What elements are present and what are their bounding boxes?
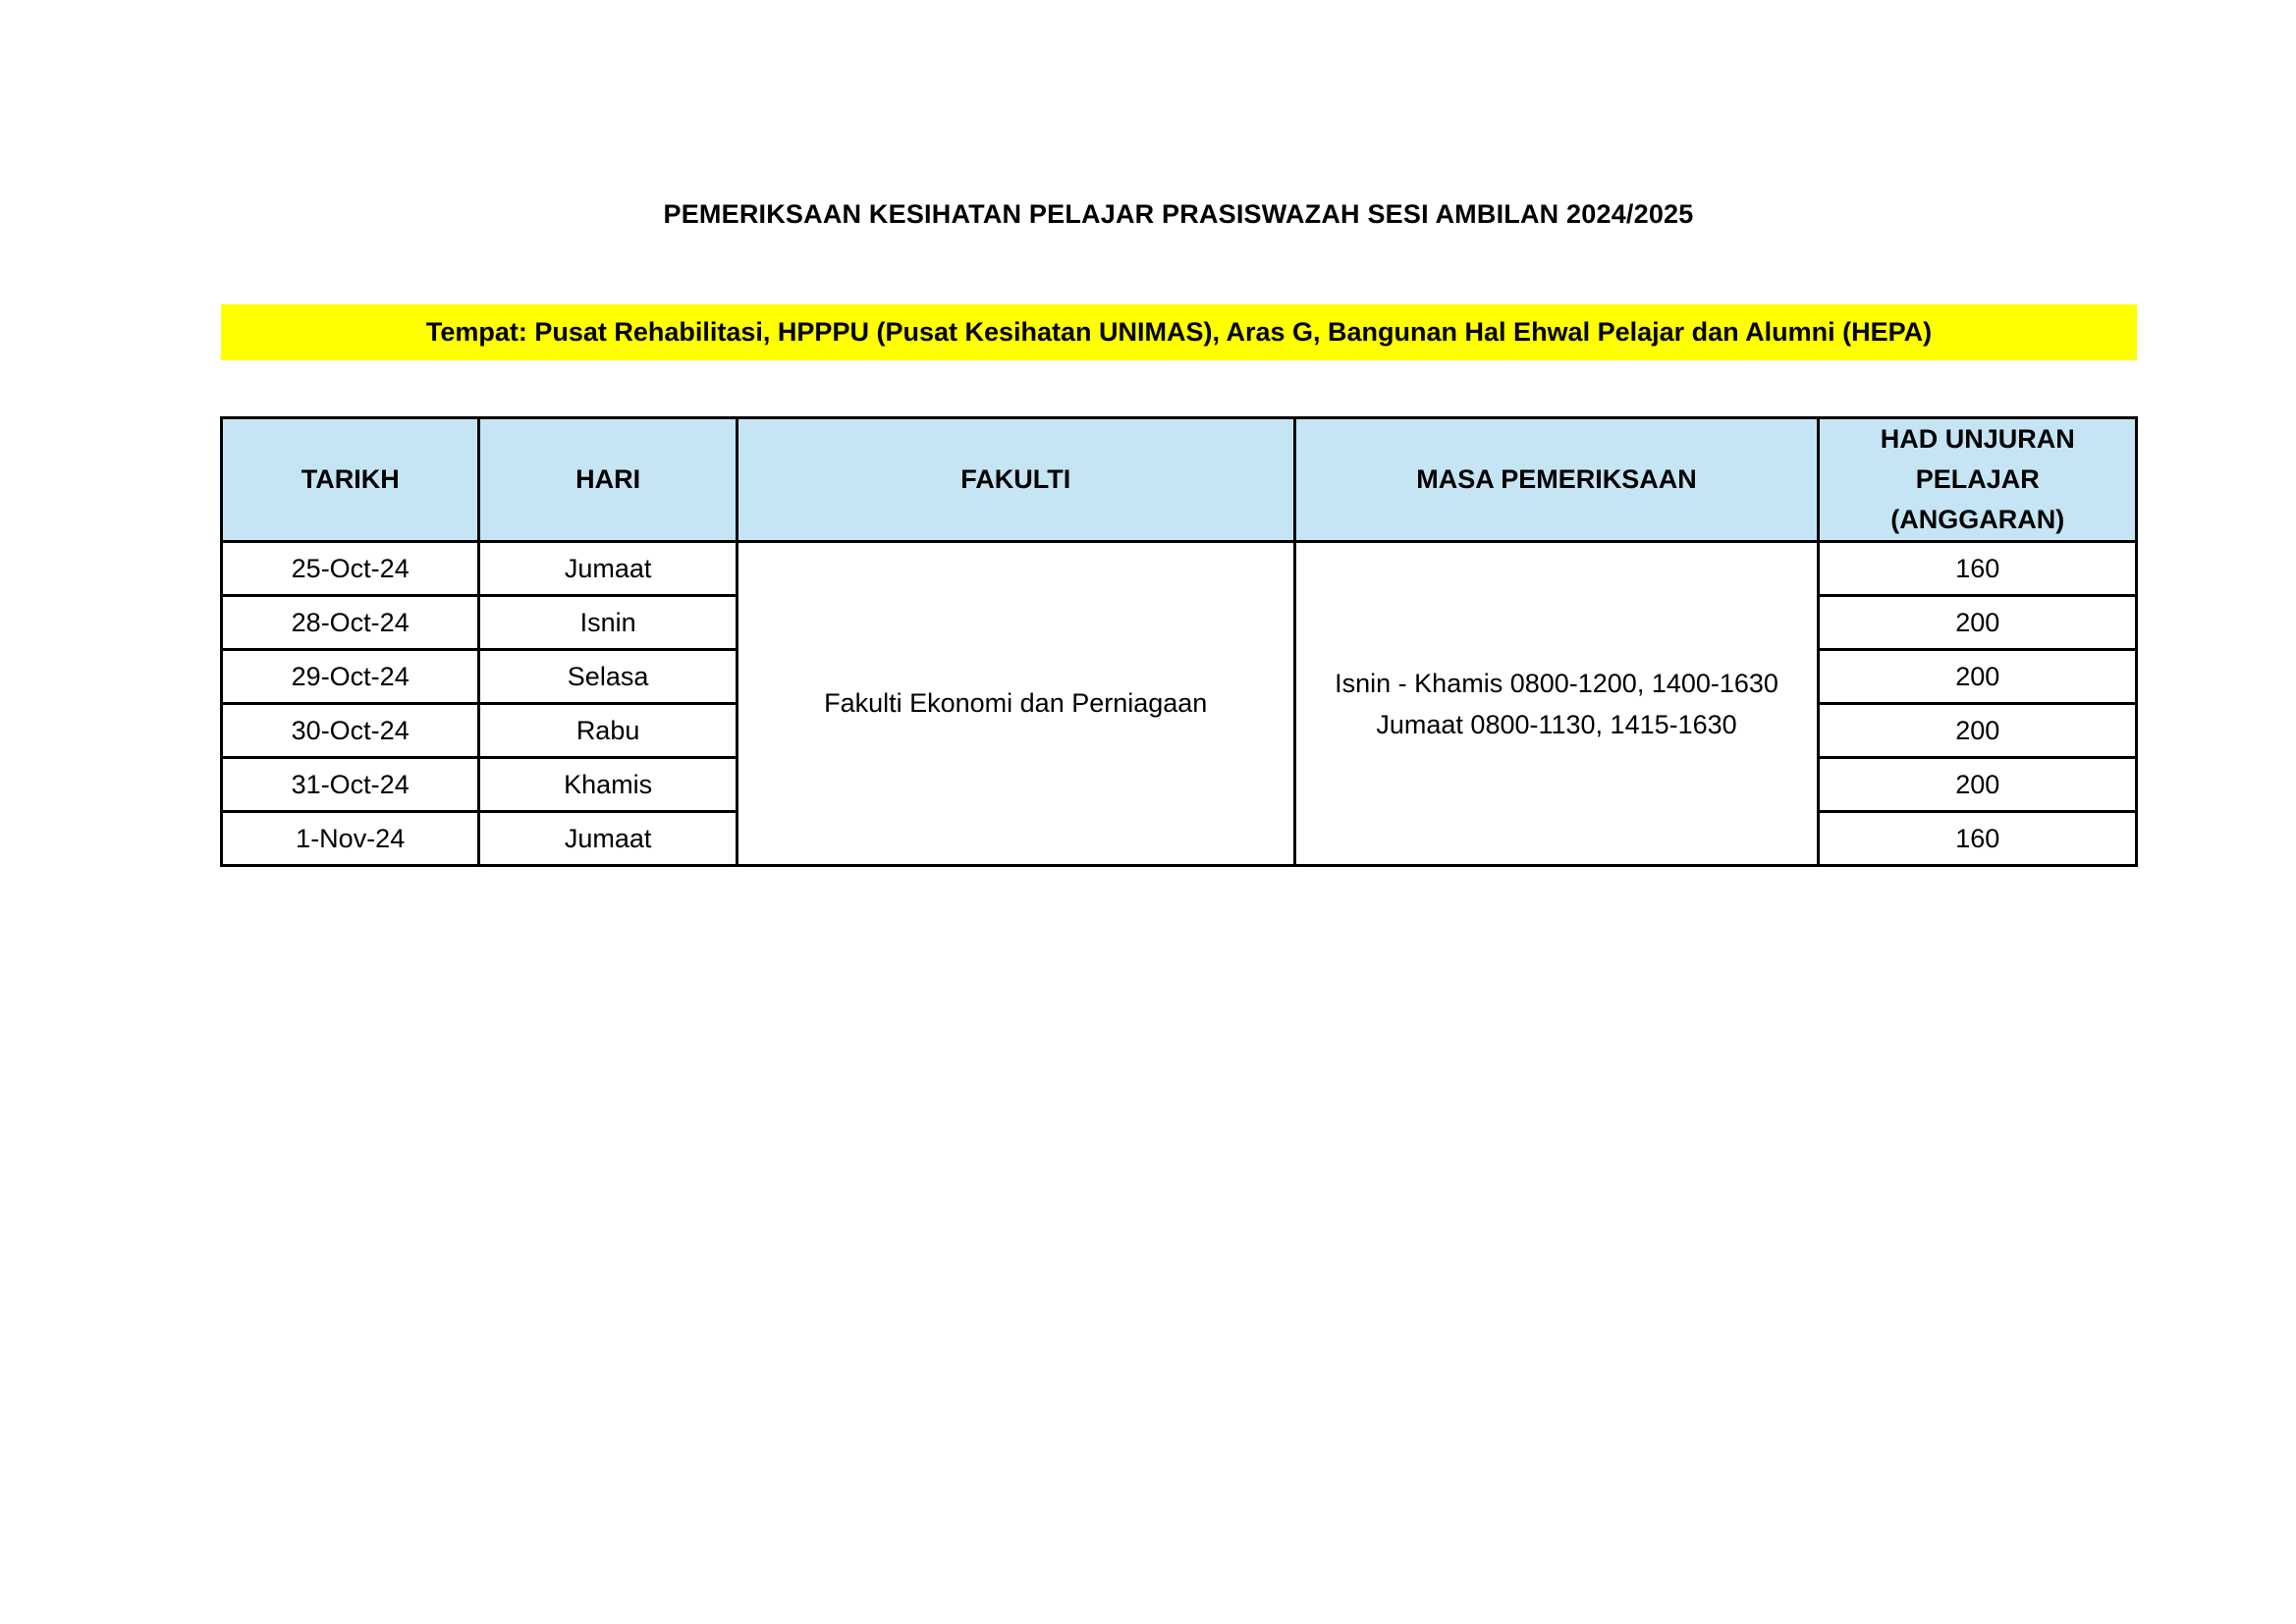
cell-masa-pemeriksaan: [1294, 542, 1819, 866]
venue-text: Tempat: Pusat Rehabilitasi, HPPPU (Pusat Kesihatan UNIMAS), Aras G, Bangunan Hal Ehwal Pelajar dan Alumni (HEPA): [425, 317, 1933, 347]
header-fakulti: FAKULTI: [737, 418, 1294, 542]
cell-had: 200: [1819, 704, 2137, 758]
cell-had: 200: [1819, 650, 2137, 704]
cell-tarikh: 30-Oct-24: [222, 704, 479, 758]
header-hari: HARI: [479, 418, 737, 542]
page-title: PEMERIKSAAN KESIHATAN PELAJAR PRASISWAZAH SESI AMBILAN 2024/2025: [663, 199, 1694, 229]
header-masa-pemeriksaan: MASA PEMERIKSAAN: [1294, 418, 1819, 542]
cell-had: 160: [1819, 542, 2137, 596]
table-header: [222, 418, 2137, 542]
cell-had: 160: [1819, 812, 2137, 866]
cell-had: 200: [1819, 596, 2137, 650]
masa-line-friday: Jumaat 0800-1130, 1415-1630: [1376, 709, 1737, 739]
cell-tarikh: 31-Oct-24: [222, 758, 479, 812]
cell-had: 200: [1819, 758, 2137, 812]
cell-hari: Isnin: [479, 596, 737, 650]
header-row: [222, 418, 2137, 542]
cell-hari: Khamis: [479, 758, 737, 812]
header-had-unjuran: HAD UNJURAN PELAJAR (ANGGARAN): [1819, 418, 2137, 542]
cell-hari: Selasa: [479, 650, 737, 704]
cell-tarikh: 25-Oct-24: [222, 542, 479, 596]
schedule-table: [220, 416, 2138, 867]
cell-tarikh: 29-Oct-24: [222, 650, 479, 704]
cell-tarikh: 1-Nov-24: [222, 812, 479, 866]
venue-banner: [221, 304, 2137, 360]
cell-tarikh: 28-Oct-24: [222, 596, 479, 650]
cell-hari: Jumaat: [479, 542, 737, 596]
header-tarikh: TARIKH: [222, 418, 479, 542]
cell-fakulti: Fakulti Ekonomi dan Perniagaan: [737, 542, 1294, 866]
table-body: [222, 542, 2137, 866]
cell-hari: Rabu: [479, 704, 737, 758]
table-row: [222, 542, 2137, 596]
cell-hari: Jumaat: [479, 812, 737, 866]
masa-line-weekday: Isnin - Khamis 0800-1200, 1400-1630: [1335, 668, 1778, 698]
